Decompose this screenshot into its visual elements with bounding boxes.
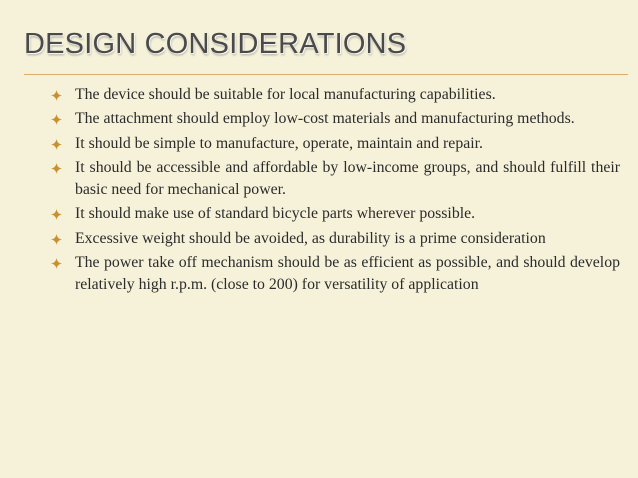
diamond-bullet-icon bbox=[51, 90, 62, 101]
list-item bbox=[49, 228, 620, 250]
list-item bbox=[49, 157, 620, 201]
bullet-text: Excessive weight should be avoided, as durability is a prime consideration bbox=[75, 229, 546, 247]
list-item bbox=[49, 252, 620, 296]
list-item bbox=[49, 133, 620, 155]
list-item bbox=[49, 84, 620, 106]
bullet-text: The attachment should employ low-cost materials and manufacturing methods. bbox=[75, 110, 575, 128]
diamond-bullet-icon bbox=[51, 258, 62, 269]
list-item bbox=[49, 108, 620, 130]
diamond-bullet-icon bbox=[51, 209, 62, 220]
bullet-text: It should be simple to manufacture, operate, maintain and repair. bbox=[75, 134, 483, 152]
bullet-text: The power take off mechanism should be as efficient as possible, and should develop relatively high r.p.m. (close to 200) for versatility of application bbox=[75, 254, 620, 293]
bullet-text: It should make use of standard bicycle parts wherever possible. bbox=[75, 205, 476, 223]
diamond-bullet-icon bbox=[51, 139, 62, 150]
diamond-bullet-icon bbox=[51, 234, 62, 245]
list-item bbox=[49, 203, 620, 225]
bullet-text: The device should be suitable for local manufacturing capabilities. bbox=[75, 86, 496, 103]
diamond-bullet-icon bbox=[51, 114, 62, 125]
slide-title: DESIGN CONSIDERATIONS bbox=[24, 28, 407, 60]
diamond-bullet-icon bbox=[51, 163, 62, 174]
title-underline bbox=[24, 74, 628, 75]
bullet-text: It should be accessible and affordable by low-income groups, and should fulfill their basic need for mechanical power. bbox=[75, 159, 620, 198]
bullet-list bbox=[49, 84, 620, 298]
